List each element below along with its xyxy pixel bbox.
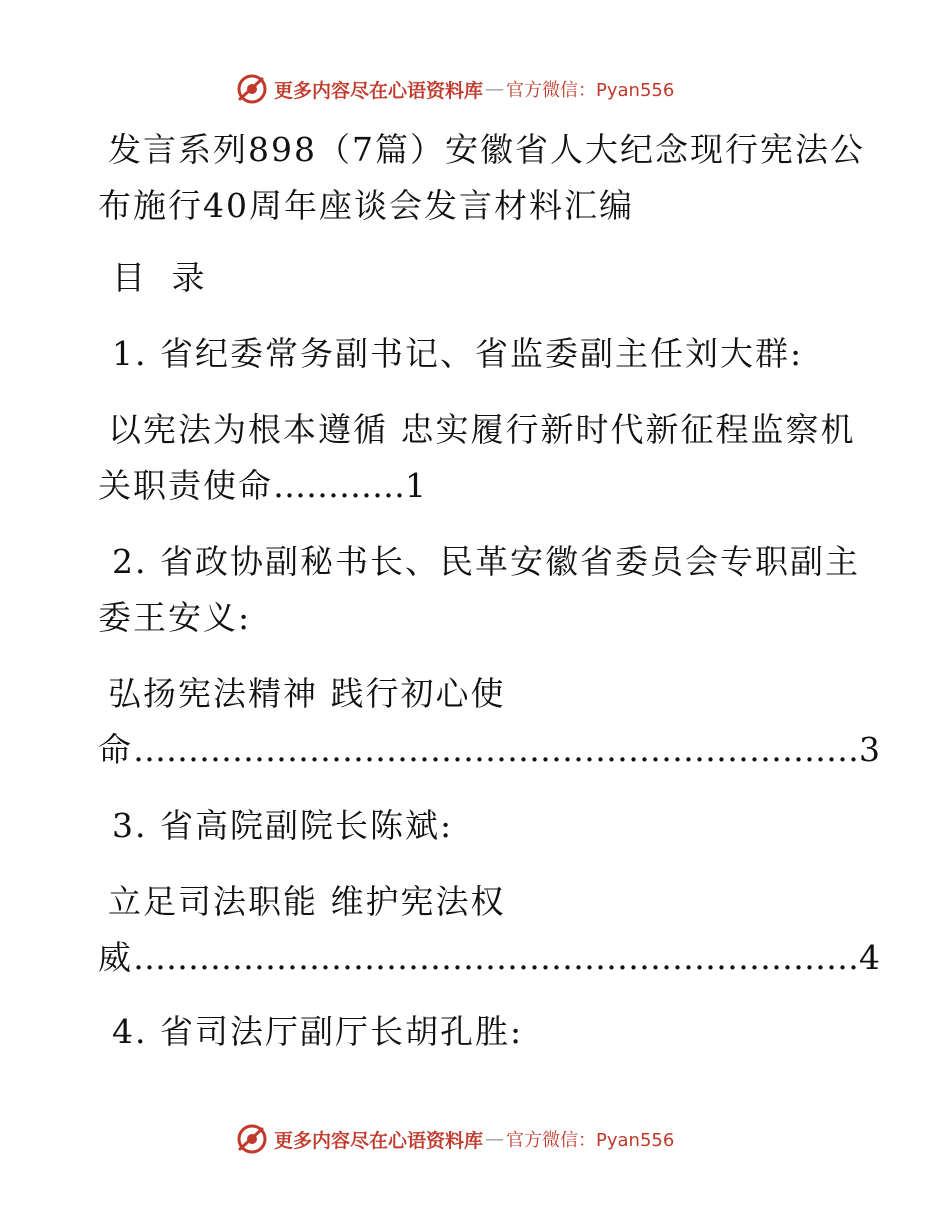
toc-entry-3-title-text: 威 [98,938,133,977]
watermark-main-text: 更多内容尽在心语资料库 [274,79,484,102]
toc-entry-1-title-line-1: 以宪法为根本遵循 忠实履行新时代新征程监察机 [108,410,856,449]
toc-entry-2-speaker-line-2: 委王安义: [98,598,252,637]
watermark-dash: — [485,78,505,100]
toc-entry-3-title-line-1: 立足司法职能 维护宪法权 [108,882,506,921]
toc-entry-1-dot-leader: ………… [273,466,405,505]
watermark-logo-icon [236,1123,268,1155]
toc-entry-1-page-number: 1 [405,466,428,505]
toc-entry-1-title-line-2 [98,466,428,506]
watermark-dash: — [485,1128,505,1150]
toc-entry-2-dot-leader: ………………………………………………………… [133,730,859,769]
document-title-line-2: 布施行40周年座谈会发言材料汇编 [98,186,634,225]
document-title-line-1: 发言系列898（7篇）安徽省人大纪念现行宪法公 [108,130,865,169]
toc-entry-2-speaker-line-1: 2. 省政协副秘书长、民革安徽省委员会专职副主 [112,542,860,581]
toc-entry-1-speaker: 1. 省纪委常务副书记、省监委副主任刘大群: [112,334,804,373]
watermark-main-text: 更多内容尽在心语资料库 [274,1129,484,1152]
watermark-sub-text: 官方微信：Pyan556 [506,1130,675,1151]
toc-entry-3-speaker: 3. 省高院副院长陈斌: [112,806,454,845]
toc-entry-3-page-number: 4 [859,938,882,977]
footer-watermark [236,1122,674,1156]
toc-entry-1-title-text: 关职责使命 [98,466,273,505]
toc-entry-2-title-line-2 [98,730,882,770]
watermark-sub-text: 官方微信：Pyan556 [506,80,675,101]
toc-entry-2-title-text: 命 [98,730,133,769]
toc-entry-2-page-number: 3 [859,730,882,769]
header-watermark [236,72,674,106]
toc-heading: 目 录 [112,258,213,297]
toc-entry-3-title-line-2 [98,938,882,978]
toc-entry-4-speaker: 4. 省司法厅副厅长胡孔胜: [112,1012,524,1051]
watermark-logo-icon [236,73,268,105]
toc-entry-3-dot-leader: ………………………………………………………… [133,938,859,977]
toc-entry-2-title-line-1: 弘扬宪法精神 践行初心使 [108,674,506,713]
